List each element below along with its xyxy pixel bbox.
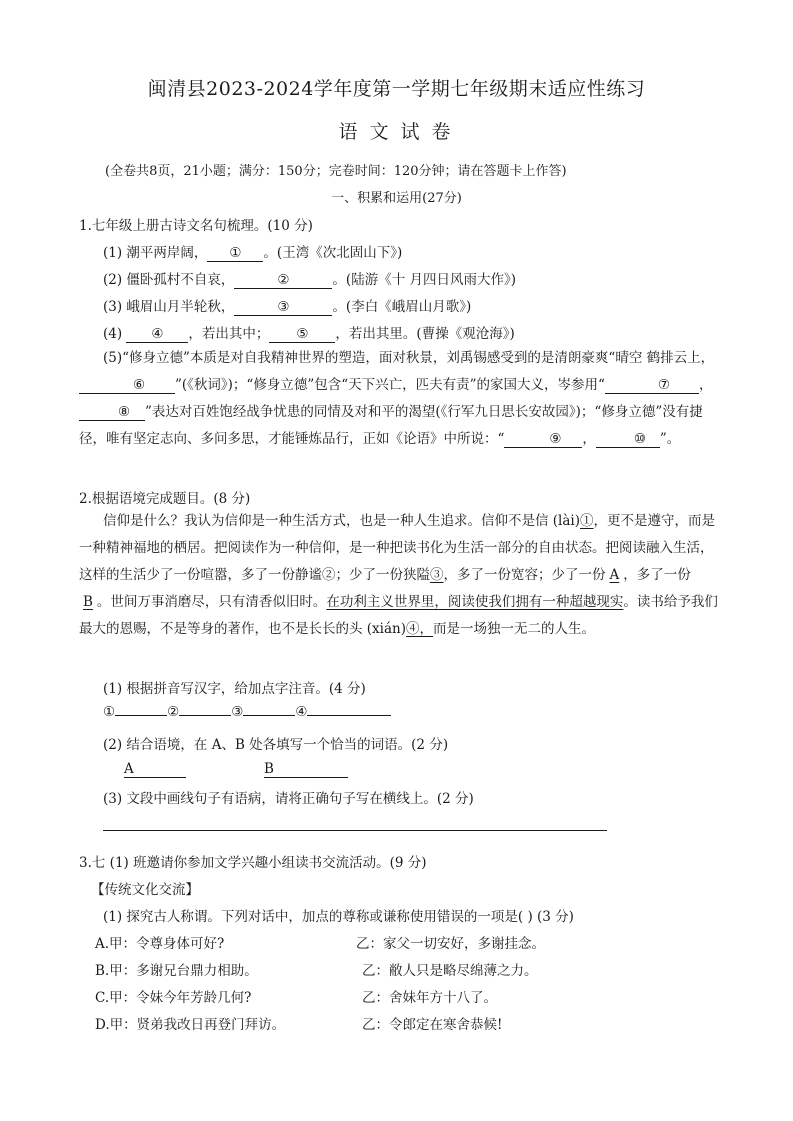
q2-mark-4: ④， (406, 621, 433, 637)
q2-sub-1-answers (103, 704, 391, 720)
q1-item-3-text: (3) 峨眉山月半轮秋， (103, 299, 235, 315)
q3-heading: 【传统文化交流】 (91, 882, 199, 898)
q1-item-1 (103, 241, 402, 262)
q3-option-d-left: D.甲：贤弟我改日再登门拜访。 (95, 1017, 286, 1033)
blank-9[interactable]: ⑨ (504, 432, 582, 448)
blank-1[interactable]: ① (207, 246, 263, 262)
q2-answer-label-1: ① (103, 704, 116, 720)
q2-answer-2[interactable] (179, 715, 231, 716)
exam-info: (全卷共8页，21小题；满分：150分；完卷时间：120分钟；请在答题卡上作答) (105, 164, 567, 179)
q3-sub-1: (1) 探究古人称谓。下列对话中，加点的尊称或谦称使用错误的一项是( ) (3 分) (103, 909, 574, 925)
q2-passage-text-h: 。读书给予我们最大的恩赐，不是等身的著作，也不是长长的头 (xián) (79, 594, 718, 637)
q3-option-d-reply: 乙：令郎定在寒舍恭候! (362, 1017, 503, 1033)
q2-answer-3[interactable] (243, 715, 295, 716)
q2-answer-a[interactable]: A (124, 762, 186, 778)
q2-answer-4[interactable] (307, 715, 391, 716)
q3-option-c-left: C.甲：令妹今年芳龄几何? (95, 990, 252, 1006)
q2-answer-label-2: ② (167, 704, 180, 720)
q1-item-1-text: (1) 潮平两岸阔， (103, 245, 208, 261)
q2-mark-2: ② (322, 567, 336, 583)
q2-answer-label-4: ④ (295, 704, 308, 720)
q1-item-5-text-d: ”表达对百姓饱经战争忧患的同情及对和平的渴望(《行军九日思长安故园》)；“修身立德”没有捷径，唯有坚定志向、多问多思，才能锤炼品行，正如《论语》中所说：“ (79, 404, 703, 447)
q2-mark-3: ③ (430, 567, 444, 583)
q2-answer-1[interactable] (115, 715, 167, 716)
q1-item-2 (103, 268, 516, 289)
blank-8[interactable]: ⑧ (79, 405, 145, 421)
q3-option-d[interactable] (95, 1013, 285, 1033)
q1-item-5-text-a: (5)“修身立德”本质是对自我精神世界的塑造，面对秋景，刘禹锡感受到的是清朗豪爽“晴空 鹤排云上， (103, 350, 715, 366)
q2-stem: 2.根据语境完成题目。(8 分) (79, 491, 251, 507)
blank-2[interactable]: ② (234, 273, 332, 289)
blank-3[interactable]: ③ (234, 300, 332, 316)
q2-blank-a: A (609, 567, 620, 583)
q2-passage-text-a: 信仰是什么？我认为信仰是一种生活方式，也是一种人生追求。信仰不是信 (lài) (103, 513, 581, 529)
q1-item-4-number: (4) (103, 326, 127, 342)
blank-5[interactable]: ⑤ (269, 327, 335, 343)
q2-passage-text-e: ，多了一份 (623, 567, 691, 583)
blank-6[interactable]: ⑥ (79, 378, 175, 394)
q2-blank-b: B (83, 594, 93, 610)
q1-item-1-source: 。(王湾《次北固山下》) (263, 245, 403, 261)
q3-option-a[interactable] (95, 932, 224, 952)
q3-stem: 3.七 (1) 班邀请你参加文学兴趣小组读书交流活动。(9 分) (79, 855, 427, 871)
q1-item-5-comma-2: ， (582, 431, 596, 447)
q2-answer-b[interactable]: B (264, 762, 348, 778)
q1-stem: 1.七年级上册古诗文名句梳理。(10 分) (79, 218, 313, 234)
blank-10[interactable]: ⑩ (596, 432, 660, 448)
q2-passage-text-b: ，更不是遵守，而是一种精神福地的栖居。把阅读作为一种信仰，是一种把读书化为生活一部分的自由状态。把阅读融入生活，这样的生活少了一份喧嚣，多了一份静谧 (79, 513, 716, 583)
blank-7[interactable]: ⑦ (605, 378, 699, 394)
q1-item-4-mid: ，若出其中； (188, 326, 270, 342)
q2-answer-label-3: ③ (231, 704, 244, 720)
q3-option-b[interactable] (95, 959, 258, 979)
q3-option-a-left: A.甲：令尊身体可好? (95, 936, 225, 952)
q1-item-3-source: 。(李白《峨眉山月歌》) (332, 299, 472, 315)
q2-sub-1: (1) 根据拼音写汉字，给加点字注音。(4 分) (103, 681, 366, 697)
q2-passage (79, 508, 719, 643)
q1-item-5 (79, 345, 719, 453)
q1-item-4-source: ，若出其里。(曹操《观沧海》) (335, 326, 515, 342)
exam-subtitle: 语文试卷 (338, 121, 463, 143)
q2-sub-2: (2) 结合语境，在 A、B 处各填写一个恰当的词语。(2 分) (103, 737, 449, 753)
q1-item-5-end: ”。 (659, 431, 681, 447)
q3-option-b-reply: 乙：敝人只是略尽绵薄之力。 (362, 963, 538, 979)
q2-passage-text-i: 而是一场独一无二的人生。 (433, 621, 595, 637)
q3-option-b-left: B.甲：多谢兄台鼎力相助。 (95, 963, 258, 979)
q2-mark-1: ① (580, 513, 594, 529)
q2-underlined-sentence: 在功利主义世界里，阅读使我们拥有一种超越现实 (326, 594, 624, 610)
q2-sub-3: (3) 文段中画线句子有语病，请将正确句子写在横线上。(2 分) (103, 791, 474, 807)
q1-item-2-text: (2) 僵卧孤村不自哀， (103, 272, 235, 288)
q1-item-5-comma-1: ， (698, 377, 713, 393)
q3-option-a-reply: 乙：家父一切安好，多谢挂念。 (356, 936, 545, 952)
blank-4[interactable]: ④ (126, 327, 188, 343)
q1-item-2-source: 。(陆游《十 月四日风雨大作》) (332, 272, 516, 288)
section-heading: 一、积累和运用(27分) (331, 191, 462, 206)
q1-item-3 (103, 295, 471, 316)
q2-passage-text-c: ；少了一份狭隘 (335, 567, 430, 583)
q2-passage-text-d: ，多了一份宽容；少了一份 (443, 567, 606, 583)
q3-option-c[interactable] (95, 986, 251, 1006)
exam-title: 闽清县2023-2024学年度第一学期七年级期末适应性练习 (147, 78, 646, 100)
q2-passage-text-f: 。世间万事消磨尽，只有清香似旧时。 (96, 594, 327, 610)
q3-option-c-reply: 乙：舍妹年方十八了。 (362, 990, 497, 1006)
q1-item-5-text-b: ”(《秋词》)；“修身立德”包含“天下兴亡，匹夫有责”的家国大义，岑参用“ (175, 377, 605, 393)
q2-answer-line[interactable] (103, 830, 607, 831)
q1-item-4 (103, 322, 515, 343)
q2-sub-2-answers (124, 761, 348, 778)
